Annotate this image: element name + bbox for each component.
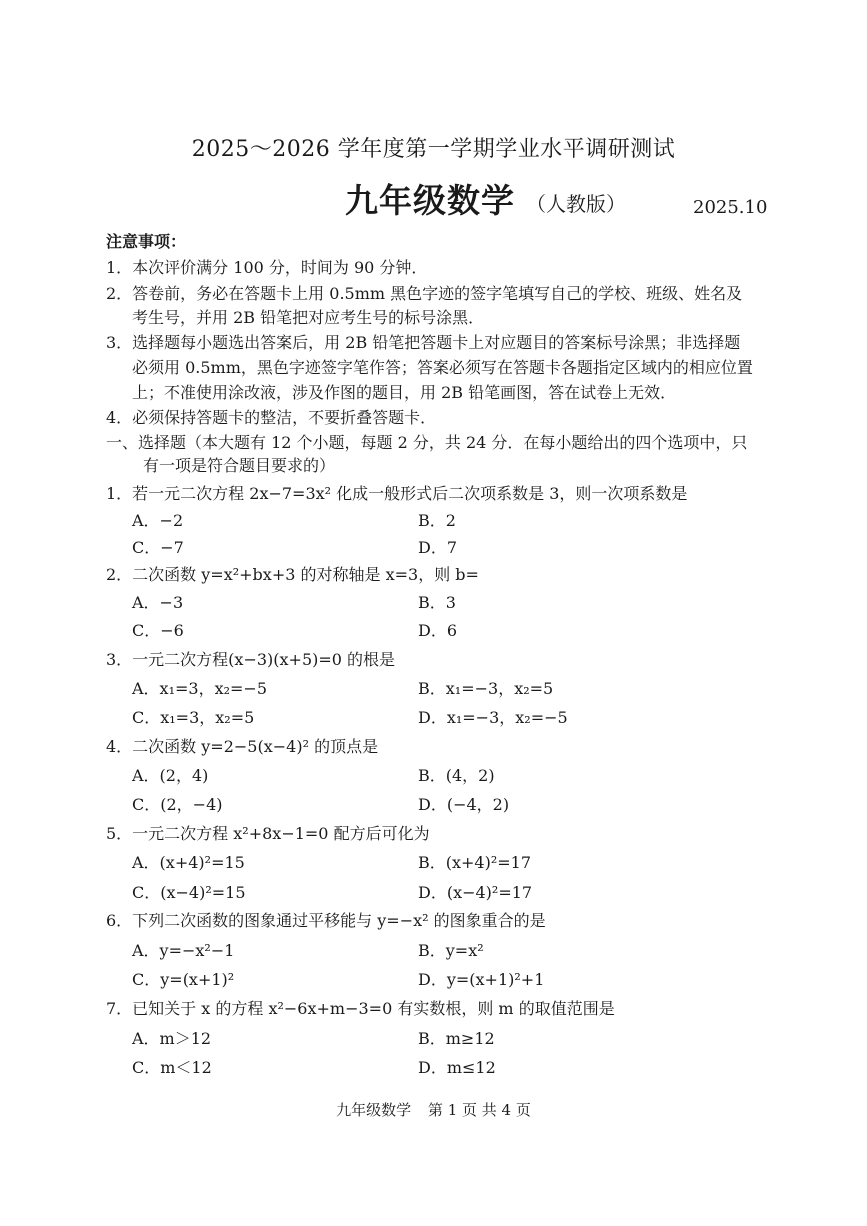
note-line: 考生号，并用 2B 铅笔把对应考生号的标号涂黑． — [132, 308, 485, 327]
note-line: 必须用 0.5mm，黑色字迹签字笔作答；答案必须写在答题卡各题指定区域内的相应位置 — [132, 358, 753, 377]
edition-label: （人教版） — [526, 192, 626, 216]
option-d: D．y=(x+1)²+1 — [418, 970, 545, 989]
question-stem: 5．一元二次方程 x²+8x−1=0 配方后可化为 — [106, 824, 430, 843]
section-heading-cont: 有一项是符合题目要求的） — [143, 456, 336, 475]
option-b: B．m≥12 — [418, 1029, 495, 1048]
option-a: A．(x+4)²=15 — [132, 853, 245, 872]
option-d: D．7 — [418, 538, 458, 557]
note-line: 2．答卷前，务必在答题卡上用 0.5mm 黑色字迹的签字笔填写自己的学校、班级、姓名及 — [106, 284, 743, 303]
exam-title: 2025～2026 学年度第一学期学业水平调研测试 — [191, 137, 676, 162]
option-b: B．(x+4)²=17 — [418, 853, 532, 872]
option-d: D．(x−4)²=17 — [418, 883, 533, 902]
question-stem: 4．二次函数 y=2−5(x−4)² 的顶点是 — [106, 737, 379, 756]
question-stem: 1．若一元二次方程 2x−7=3x² 化成一般形式后二次项系数是 3，则一次项系数是 — [106, 484, 688, 503]
option-a: A．(2，4) — [132, 766, 209, 785]
option-b: B．3 — [418, 593, 456, 612]
note-line: 上；不准使用涂改液，涉及作图的题目，用 2B 铅笔画图，答在试卷上无效． — [132, 383, 677, 402]
option-b: B．x₁=−3，x₂=5 — [418, 679, 554, 698]
option-a: A．x₁=3，x₂=−5 — [132, 679, 268, 698]
page-footer — [0, 1101, 867, 1119]
option-c: C．−7 — [132, 538, 184, 557]
option-c: C．−6 — [132, 621, 184, 640]
footer-subject: 九年级数学 — [336, 1101, 412, 1119]
footer-page-number: 第 1 页 共 4 页 — [427, 1101, 531, 1119]
option-d: D．m≤12 — [418, 1058, 496, 1077]
question-stem: 2．二次函数 y=x²+bx+3 的对称轴是 x=3，则 b= — [106, 565, 479, 584]
option-a: A．−3 — [132, 593, 184, 612]
option-b: B．y=x² — [418, 941, 484, 960]
question-stem: 6．下列二次函数的图象通过平移能与 y=−x² 的图象重合的是 — [106, 911, 546, 930]
notes-heading: 注意事项： — [106, 232, 187, 251]
option-c: C．y=(x+1)² — [132, 970, 235, 989]
exam-date: 2025.10 — [693, 197, 768, 218]
option-b: B．(4，2) — [418, 766, 495, 785]
note-line: 1．本次评价满分 100 分，时间为 90 分钟． — [106, 258, 428, 277]
section-heading: 一、选择题（本大题有 12 个小题，每题 2 分，共 24 分．在每小题给出的四个选项中，只 — [106, 433, 748, 452]
note-line: 4．必须保持答题卡的整洁，不要折叠答题卡． — [106, 408, 437, 427]
option-d: D．6 — [418, 621, 458, 640]
option-c: C．(2，−4) — [132, 795, 223, 814]
question-stem: 3．一元二次方程(x−3)(x+5)=0 的根是 — [106, 650, 396, 669]
option-c: C．x₁=3，x₂=5 — [132, 708, 255, 727]
question-stem: 7．已知关于 x 的方程 x²−6x+m−3=0 有实数根，则 m 的取值范围是 — [106, 999, 615, 1018]
option-a: A．y=−x²−1 — [132, 941, 235, 960]
option-d: D．x₁=−3，x₂=−5 — [418, 708, 568, 727]
option-c: C．m＜12 — [132, 1058, 212, 1077]
note-line: 3．选择题每小题选出答案后，用 2B 铅笔把答题卡上对应题目的答案标号涂黑；非选择题 — [106, 333, 741, 352]
option-d: D．(−4，2) — [418, 795, 510, 814]
option-c: C．(x−4)²=15 — [132, 883, 246, 902]
option-a: A．−2 — [132, 511, 184, 530]
subject-title: 九年级数学 — [345, 181, 515, 220]
option-b: B．2 — [418, 511, 456, 530]
option-a: A．m＞12 — [132, 1029, 212, 1048]
